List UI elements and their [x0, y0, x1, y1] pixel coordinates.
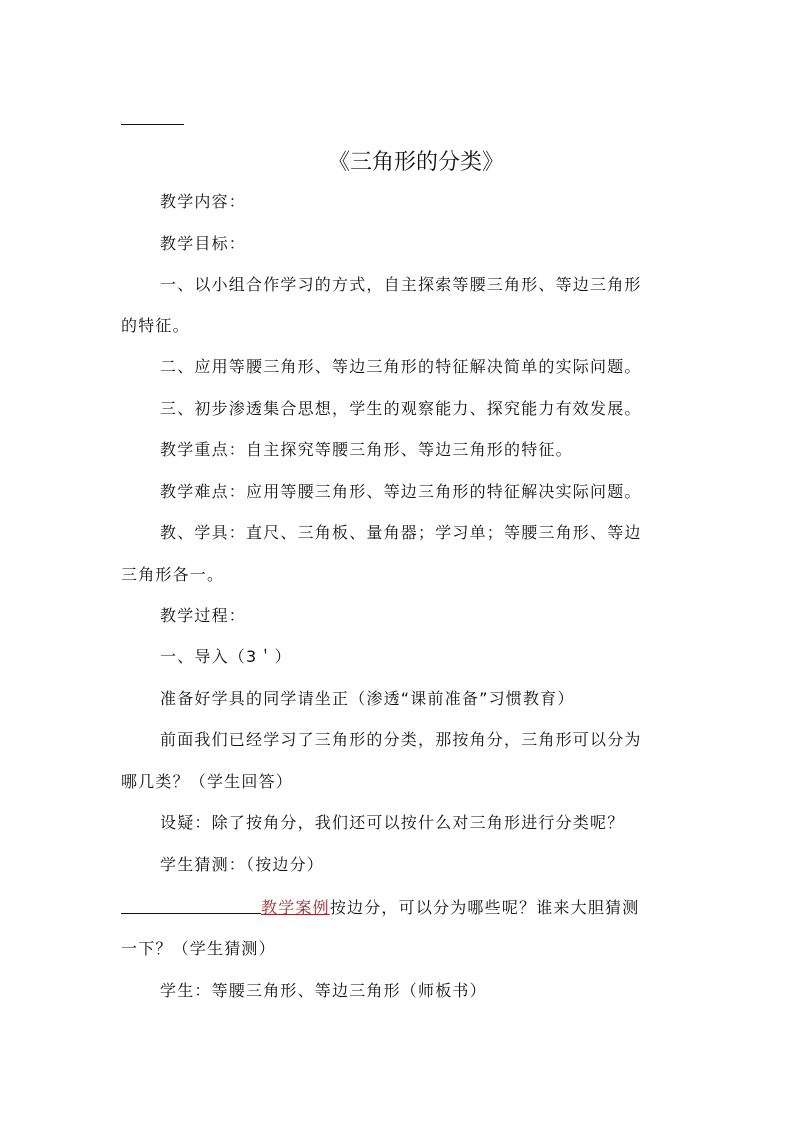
case-underline-rule — [121, 913, 261, 914]
paragraph-guess: 学生猜测：（按边分） — [160, 855, 325, 874]
objective-1-line-2: 的特征。 — [121, 316, 190, 335]
tools-line-1: 教、学具：直尺、三角板、量角器；学习单；等腰三角形、等边 — [160, 523, 642, 542]
objective-2: 二、应用等腰三角形、等边三角形的特征解决简单的实际问题。 — [160, 357, 642, 376]
paragraph-edge-line-1 — [261, 896, 639, 920]
teaching-objective-label: 教学目标： — [160, 234, 247, 253]
paragraph-review-line-2: 哪几类？（学生回答） — [121, 772, 294, 791]
paragraph-edge-line-2: 一下？（学生猜测） — [121, 939, 276, 958]
objective-3: 三、初步渗透集合思想，学生的观察能力、探究能力有效发展。 — [160, 399, 642, 418]
teaching-content-label: 教学内容： — [160, 192, 247, 211]
paragraph-prepare: 准备好学具的同学请坐正（渗透“课前准备”习惯教育） — [160, 689, 575, 708]
paragraph-edge-text: 按边分，可以分为哪些呢？谁来大胆猜测 — [329, 898, 640, 917]
section-intro-heading: 一、导入（3＇） — [160, 647, 292, 666]
page-title: 《三角形的分类》 — [327, 150, 504, 175]
paragraph-review-line-1: 前面我们已经学习了三角形的分类，那按角分，三角形可以分为 — [160, 730, 642, 749]
teaching-case-link[interactable]: 教学案例 — [261, 898, 330, 917]
header-rule — [121, 124, 184, 125]
difficulty: 教学难点：应用等腰三角形、等边三角形的特征解决实际问题。 — [160, 482, 642, 501]
paragraph-student-answer: 学生：等腰三角形、等边三角形（师板书） — [160, 981, 487, 1000]
objective-1-line-1: 一、以小组合作学习的方式，自主探索等腰三角形、等边三角形 — [160, 275, 642, 294]
teaching-process-label: 教学过程： — [160, 606, 247, 625]
paragraph-question: 设疑：除了按角分，我们还可以按什么对三角形进行分类呢？ — [160, 813, 625, 832]
tools-line-2: 三角形各一。 — [121, 565, 225, 584]
key-point: 教学重点：自主探究等腰三角形、等边三角形的特征。 — [160, 440, 573, 459]
